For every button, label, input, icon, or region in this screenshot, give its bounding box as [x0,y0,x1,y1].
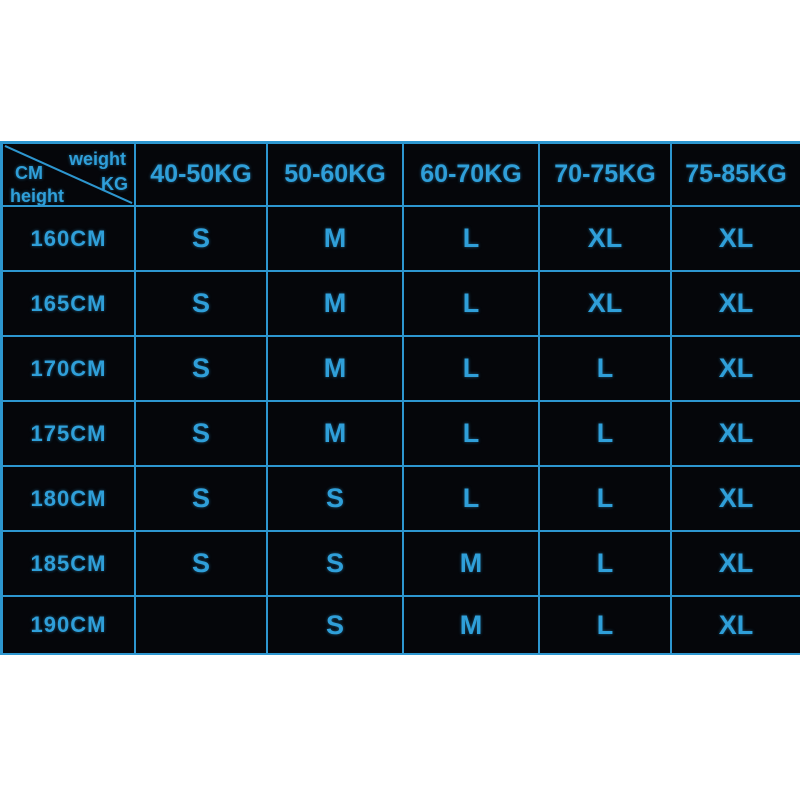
weight-column-header: 40-50KG [136,144,268,207]
size-cell: XL [540,272,672,337]
size-cell: S [136,272,268,337]
corner-kg-label: KG [101,174,128,194]
size-cell: S [136,207,268,272]
corner-weight-label: weight [69,149,126,169]
corner-cm-label: CM [15,163,43,183]
height-row-label: 180CM [3,467,136,532]
height-row-label: 175CM [3,402,136,467]
size-cell: S [136,467,268,532]
size-cell: M [268,272,404,337]
weight-column-header: 75-85KG [672,144,800,207]
size-cell: L [540,467,672,532]
size-cell: XL [672,337,800,402]
size-cell: L [540,532,672,597]
size-cell: S [268,532,404,597]
size-cell: XL [672,272,800,337]
size-cell: L [404,207,540,272]
size-cell: XL [672,402,800,467]
size-cell: L [404,402,540,467]
weight-column-header: 70-75KG [540,144,672,207]
corner-height-label: height [10,186,64,206]
size-cell: L [404,337,540,402]
size-cell: XL [672,207,800,272]
size-cell: S [136,532,268,597]
height-row-label: 185CM [3,532,136,597]
size-cell: XL [672,532,800,597]
size-cell: L [404,467,540,532]
size-cell: XL [718,609,754,640]
size-cell: M [404,597,540,653]
height-row-label: 190CM [3,597,136,653]
size-cell: L [404,272,540,337]
size-cell: S [136,337,268,402]
height-row-label: 165CM [3,272,136,337]
size-cell: S [136,402,268,467]
weight-column-header: 50-60KG [268,144,404,207]
size-cell: L [540,402,672,467]
weight-column-header: 60-70KG [404,144,540,207]
height-row-label: 170CM [3,337,136,402]
size-cell: S [268,467,404,532]
size-cell: S [268,597,404,653]
size-cell: XL [672,467,800,532]
size-cell: L [540,337,672,402]
size-cell: M [268,207,404,272]
size-cell: XL [540,207,672,272]
size-cell-empty [136,597,268,653]
corner-header-cell [3,144,136,207]
size-cell: M [404,532,540,597]
size-cell: M [268,402,404,467]
size-chart-table [0,141,800,655]
size-cell: L [540,597,672,653]
height-row-label: 160CM [3,207,136,272]
size-cell: M [268,337,404,402]
